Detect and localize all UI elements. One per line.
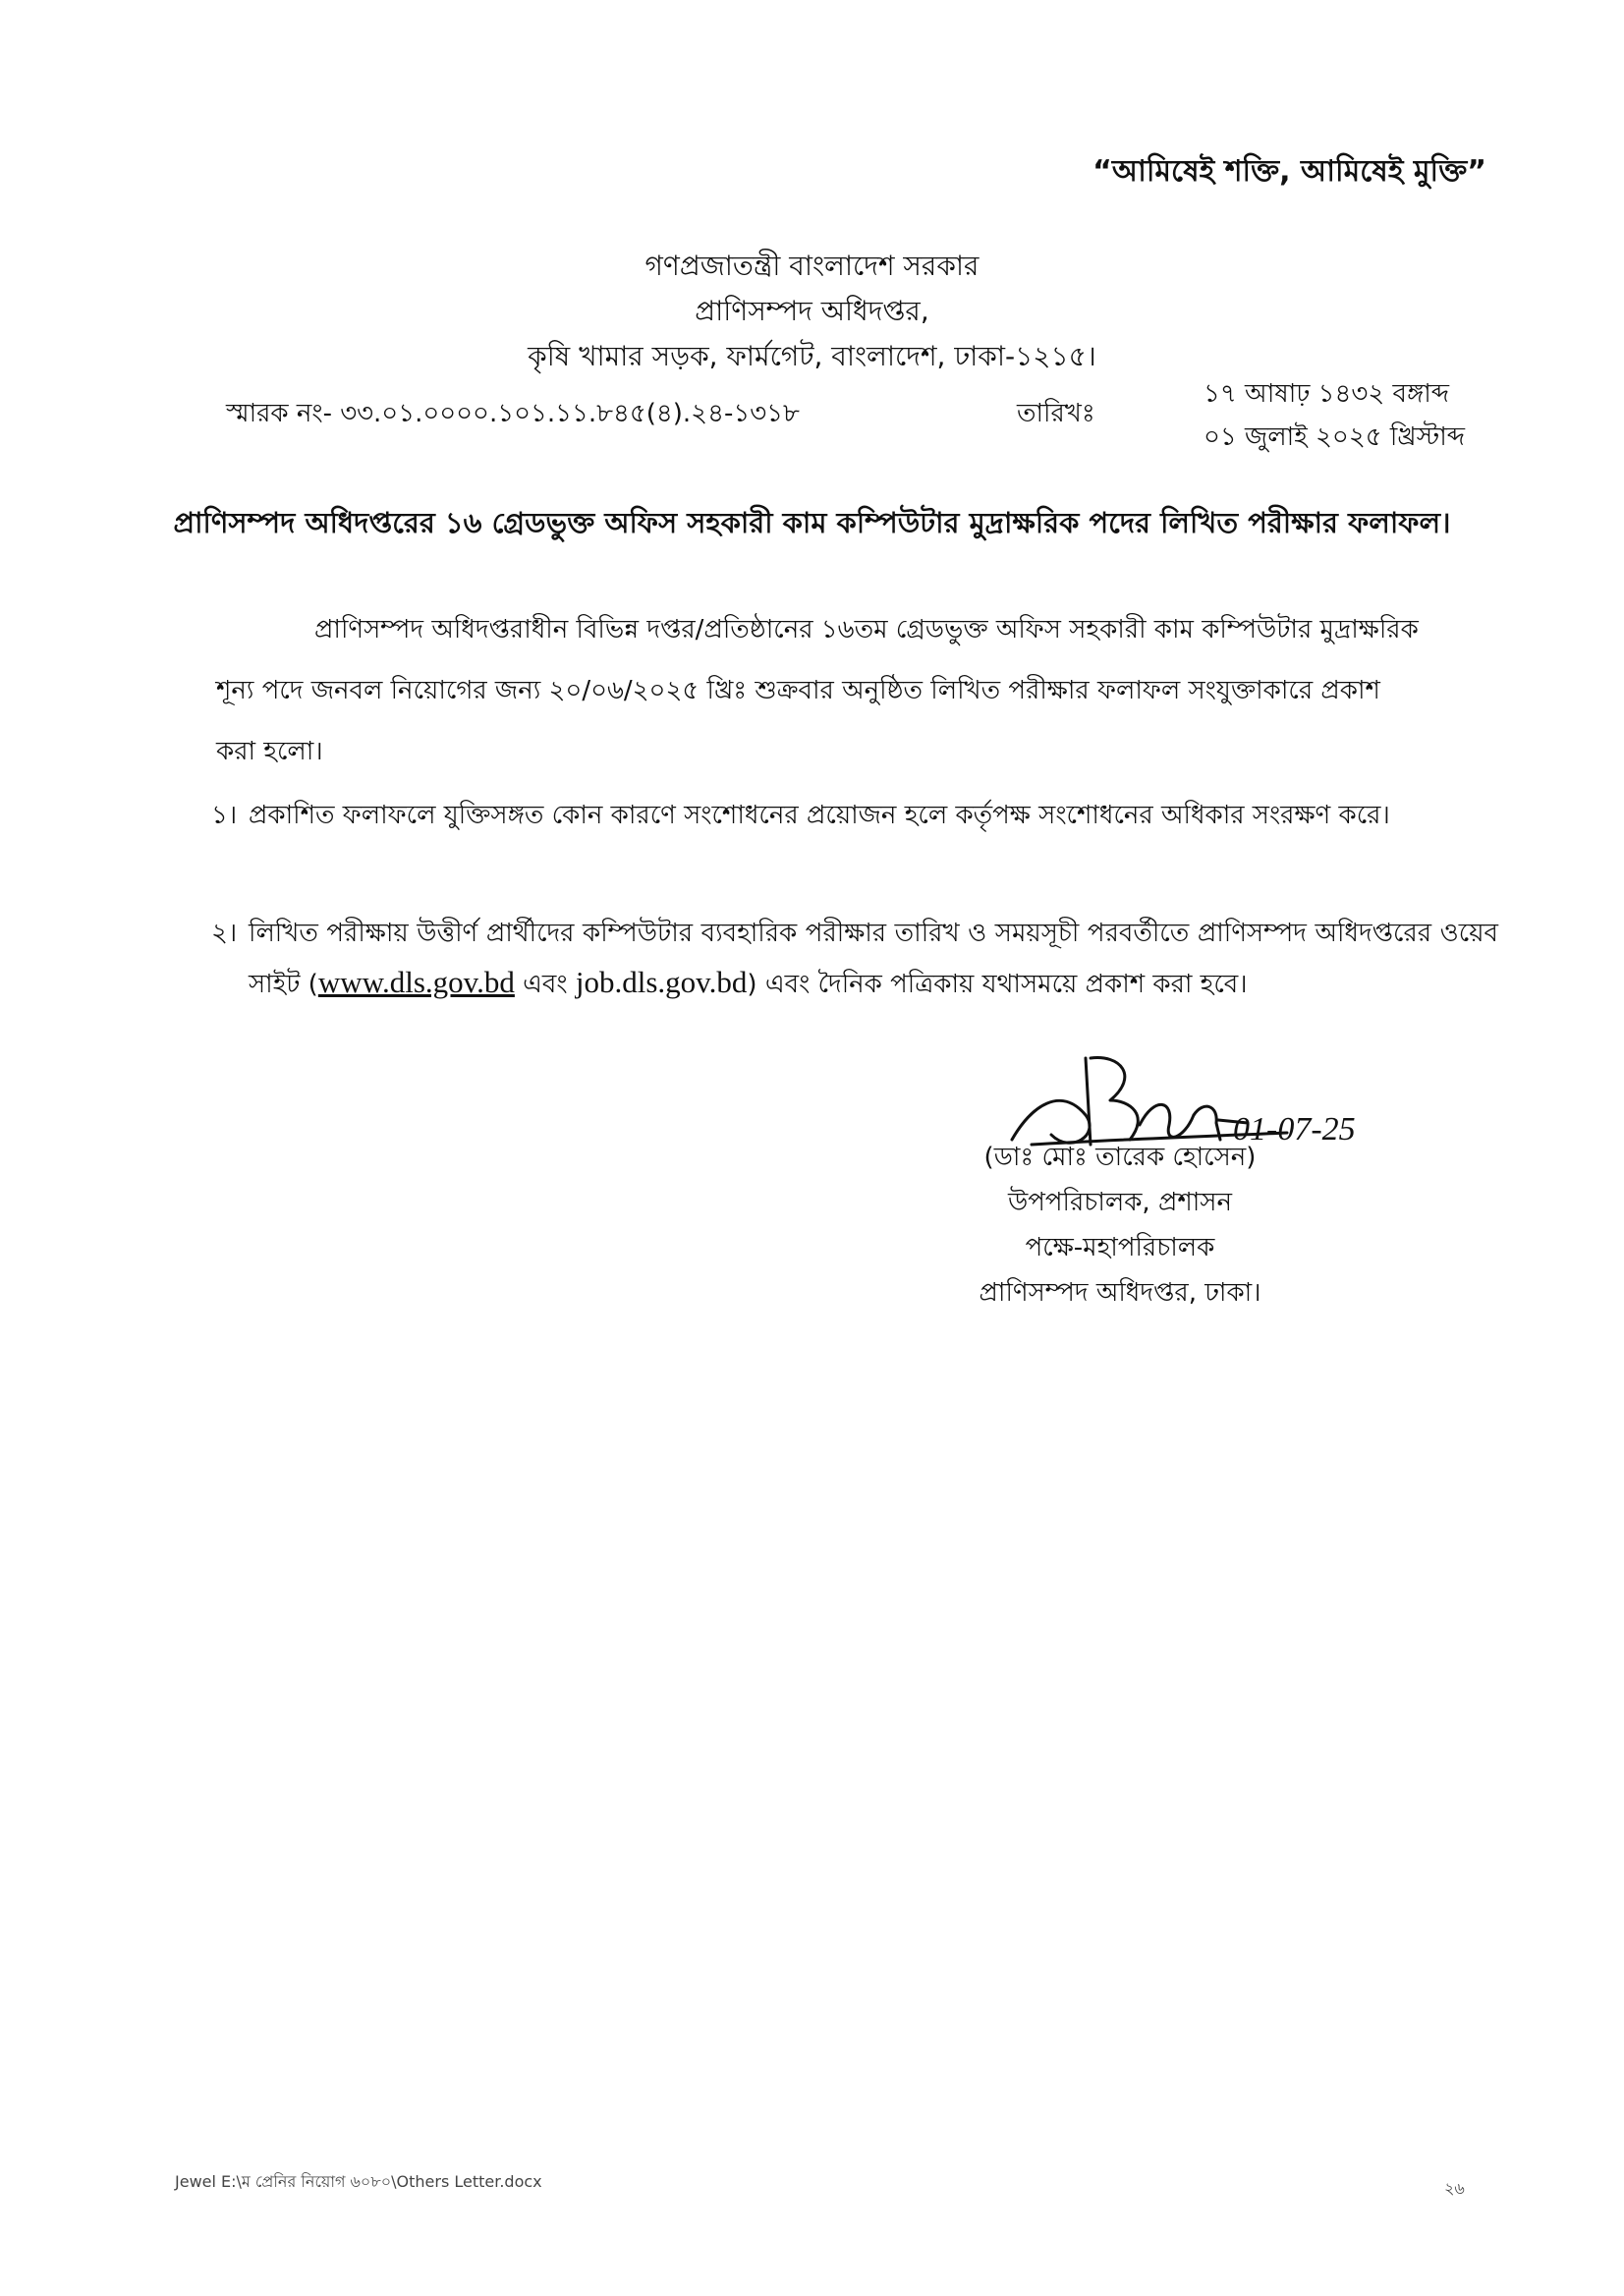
memo-number: স্মারক নং- ৩৩.০১.০০০০.১০১.১১.৮৪৫(৪).২৪-১৩১৮ (226, 399, 800, 428)
body-line-3: করা হলো। (216, 737, 323, 766)
website-link[interactable]: www.dls.gov.bd (317, 965, 515, 999)
header-govt: গণপ্রজাতন্ত্রী বাংলাদেশ সরকার (644, 250, 980, 282)
item-text-after: ) এবং দৈনিক পত্রিকায় যথাসময়ে প্রকাশ করা হবে। (747, 970, 1248, 999)
list-item-number: ২। (211, 919, 238, 948)
date-bangla: ১৭ আষাঢ় ১৪৩২ বঙ্গাব্দ (1204, 379, 1450, 409)
header-department: প্রাণিসম্পদ অধিদপ্তর, (695, 295, 929, 327)
item-text-mid: এবং (514, 970, 576, 999)
job-website-link[interactable]: job.dls.gov.bd (575, 965, 748, 999)
list-item-number: ১। (211, 801, 238, 830)
item-text-before: লিখিত পরীক্ষায় উত্তীর্ণ প্রার্থীদের কম্পিউটার ব্যবহারিক পরীক্ষার তারিখ ও সময়সূচী পরবর্তীতে প্রাণিসম্পদ অধিদপ্তরের ওয়েব সাইট ( (249, 919, 1498, 999)
footer-file-path: Jewel E:\ম প্রেনির নিয়োগ ৬০৮০\Others Letter.docx (175, 2172, 542, 2191)
list-item-1 (211, 791, 1498, 840)
signature-date: 01-07-25 (1233, 1111, 1356, 1148)
document-title: প্রাণিসম্পদ অধিদপ্তরের ১৬ গ্রেডভুক্ত অফিস সহকারী কাম কম্পিউটার মুদ্রাক্ষরিক পদের লিখিত পরীক্ষার ফলাফল। (173, 506, 1451, 539)
date-label: তারিখঃ (1017, 399, 1095, 428)
header-address: কৃষি খামার সড়ক, ফার্মগেট, বাংলাদেশ, ঢাকা-১২১৫। (528, 340, 1096, 372)
list-item-2 (211, 909, 1498, 1009)
date-english: ০১ জুলাই ২০২৫ খ্রিস্টাব্দ (1204, 422, 1466, 452)
signatory-office: প্রাণিসম্পদ অধিদপ্তর, ঢাকা। (979, 1278, 1261, 1308)
list-item-text (249, 909, 1498, 1009)
signatory-designation: উপপরিচালক, প্রশাসন (1008, 1188, 1232, 1217)
list-item-text: প্রকাশিত ফলাফলে যুক্তিসঙ্গত কোন কারণে সংশোধনের প্রয়োজন হলে কর্তৃপক্ষ সংশোধনের অধিকার সংরক্ষণ করে। (249, 801, 1390, 830)
motto: “আমিষেই শক্তি, আমিষেই মুক্তি” (1092, 154, 1486, 189)
page-number: ২৬ (1444, 2179, 1465, 2198)
body-line-1: প্রাণিসম্পদ অধিদপ্তরাধীন বিভিন্ন দপ্তর/প্রতিষ্ঠানের ১৬তম গ্রেডভুক্ত অফিস সহকারী কাম কম্পিউটার মুদ্রাক্ষরিক (314, 615, 1419, 644)
signatory-on-behalf: পক্ষে-মহাপরিচালক (1025, 1233, 1215, 1262)
signatory-name: (ডাঃ মোঃ তারেক হোসেন) (983, 1143, 1257, 1172)
body-line-2: শূন্য পদে জনবল নিয়োগের জন্য ২০/০৬/২০২৫ খ্রিঃ শুক্রবার অনুষ্ঠিত লিখিত পরীক্ষার ফলাফল সংযুক্তাকারে প্রকাশ (216, 676, 1380, 705)
body-paragraph (216, 599, 1498, 782)
